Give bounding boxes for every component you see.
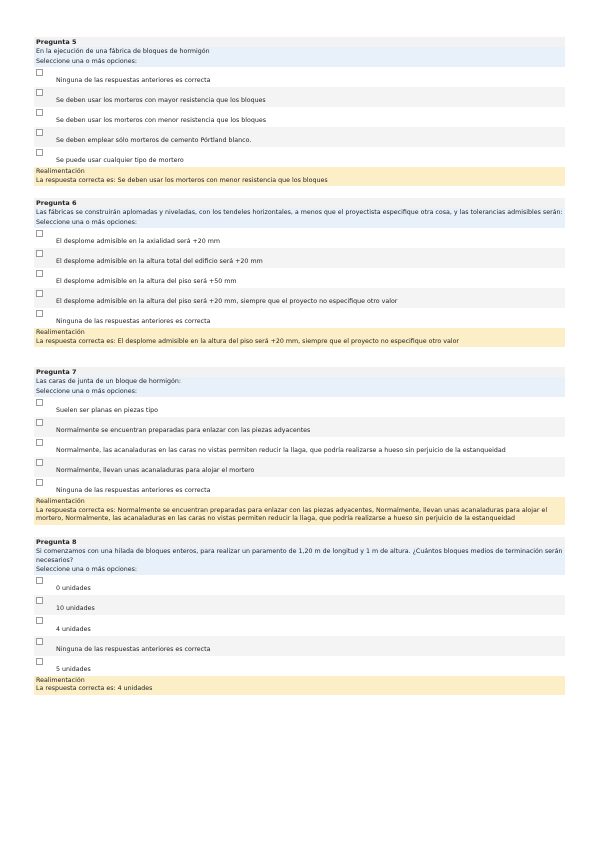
question-instruction: Seleccione una o más opciones: (34, 58, 565, 67)
question-8 (34, 537, 565, 695)
checkbox[interactable] (36, 479, 43, 486)
option-label: 10 unidades (56, 605, 95, 613)
option-label: 0 unidades (56, 585, 91, 593)
option-3[interactable] (34, 437, 565, 457)
checkbox[interactable] (36, 638, 43, 645)
checkbox[interactable] (36, 459, 43, 466)
option-label: Se puede usar cualquier tipo de mortero (56, 157, 184, 165)
feedback (34, 497, 565, 525)
feedback-title: Realimentación (36, 329, 85, 337)
question-title: Pregunta 8 (34, 537, 565, 547)
option-label: El desplome admisible en la altura total del edificio será +20 mm (56, 257, 263, 265)
checkbox[interactable] (36, 577, 43, 584)
option-5[interactable] (34, 147, 565, 167)
question-text: En la ejecución de una fábrica de bloques de hormigón (34, 47, 565, 58)
option-4[interactable] (34, 457, 565, 477)
option-label: Ninguna de las respuestas anteriores es correcta (56, 487, 211, 495)
option-label: Suelen ser planas en piezas tipo (56, 406, 158, 414)
option-5[interactable] (34, 308, 565, 328)
question-instruction: Seleccione una o más opciones: (34, 219, 565, 228)
feedback-title: Realimentación (36, 498, 85, 506)
option-3[interactable] (34, 268, 565, 288)
feedback-text: La respuesta correcta es: Se deben usar los morteros con menor resistencia que los bloques (36, 176, 328, 184)
feedback-text: La respuesta correcta es: El desplome admisible en la altura del piso será +20 mm, siempre que el proyecto no especifique otro valor (36, 337, 460, 345)
option-label: Se deben usar los morteros con mayor resistencia que los bloques (56, 96, 266, 104)
option-label: El desplome admisible en la axialidad será +20 mm (56, 237, 221, 245)
option-2[interactable] (34, 87, 565, 107)
feedback-text: La respuesta correcta es: 4 unidades (36, 685, 153, 693)
checkbox[interactable] (36, 250, 43, 257)
feedback-title: Realimentación (36, 168, 85, 176)
feedback (34, 328, 565, 347)
option-2[interactable] (34, 248, 565, 268)
option-2[interactable] (34, 595, 565, 615)
checkbox[interactable] (36, 597, 43, 604)
option-label: El desplome admisible en la altura del piso será +20 mm, siempre que el proyecto no especifique otro valor (56, 298, 398, 306)
checkbox[interactable] (36, 310, 43, 317)
checkbox[interactable] (36, 230, 43, 237)
feedback-title: Realimentación (36, 676, 85, 684)
option-2[interactable] (34, 417, 565, 437)
option-label: Normalmente, llevan unas acanaladuras para alojar el mortero (56, 467, 255, 475)
option-1[interactable] (34, 228, 565, 248)
question-text: Si comenzamos con una hilada de bloques enteros, para realizar un paramento de 1,20 m de longitud y 1 m de altura. ¿Cuántos bloques medios de terminación serán necesarios? (34, 547, 565, 566)
checkbox[interactable] (36, 399, 43, 406)
feedback (34, 676, 565, 695)
option-5[interactable] (34, 477, 565, 497)
option-1[interactable] (34, 575, 565, 595)
option-label: Se deben emplear sólo morteros de cemento Pórtland blanco. (56, 137, 252, 145)
option-label: El desplome admisible en la altura del piso será +50 mm (56, 278, 237, 286)
question-text: Las caras de junta de un bloque de hormigón: (34, 377, 565, 388)
checkbox[interactable] (36, 419, 43, 426)
option-label: Normalmente se encuentran preparadas para enlazar con las piezas adyacentes (56, 426, 311, 434)
option-label: Ninguna de las respuestas anteriores es correcta (56, 645, 211, 653)
feedback (34, 167, 565, 186)
checkbox[interactable] (36, 69, 43, 76)
option-3[interactable] (34, 107, 565, 127)
question-6 (34, 198, 565, 347)
question-title: Pregunta 6 (34, 198, 565, 208)
question-title: Pregunta 7 (34, 367, 565, 377)
checkbox[interactable] (36, 109, 43, 116)
checkbox[interactable] (36, 439, 43, 446)
checkbox[interactable] (36, 617, 43, 624)
option-label: Ninguna de las respuestas anteriores es correcta (56, 318, 211, 326)
question-5 (34, 37, 565, 186)
question-text: Las fábricas se construirán aplomadas y niveladas, con los tendeles horizontales, a menos que el proyectista especifique otra cosa, y las tolerancias admisibles serán: (34, 208, 565, 219)
checkbox[interactable] (36, 149, 43, 156)
option-4[interactable] (34, 288, 565, 308)
question-instruction: Seleccione una o más opciones: (34, 388, 565, 397)
option-label: Normalmente, las acanaladuras en las caras no vistas permiten reducir la llaga, que podría realizarse a hueso sin perjuicio de la estanqueidad (56, 447, 506, 455)
option-4[interactable] (34, 127, 565, 147)
checkbox[interactable] (36, 129, 43, 136)
option-1[interactable] (34, 397, 565, 417)
question-instruction: Seleccione una o más opciones: (34, 566, 565, 575)
checkbox[interactable] (36, 658, 43, 665)
option-label: 5 unidades (56, 665, 91, 673)
checkbox[interactable] (36, 89, 43, 96)
option-4[interactable] (34, 636, 565, 656)
checkbox[interactable] (36, 270, 43, 277)
option-label: Ninguna de las respuestas anteriores es correcta (56, 76, 211, 84)
question-7 (34, 367, 565, 525)
question-title: Pregunta 5 (34, 37, 565, 47)
feedback-text: La respuesta correcta es: Normalmente se encuentran preparadas para enlazar con las piezas adyacentes, Normalmente, llevan unas acanaladuras para alojar el mortero, Normalmente, las acanaladuras en las caras no vistas permiten reducir la llaga, que podría realizarse a hueso sin perjuicio de la estanqueidad (36, 506, 548, 523)
option-label: 4 unidades (56, 625, 91, 633)
option-3[interactable] (34, 615, 565, 635)
option-5[interactable] (34, 656, 565, 676)
checkbox[interactable] (36, 290, 43, 297)
option-label: Se deben usar los morteros con menor resistencia que los bloques (56, 117, 266, 125)
option-1[interactable] (34, 67, 565, 87)
